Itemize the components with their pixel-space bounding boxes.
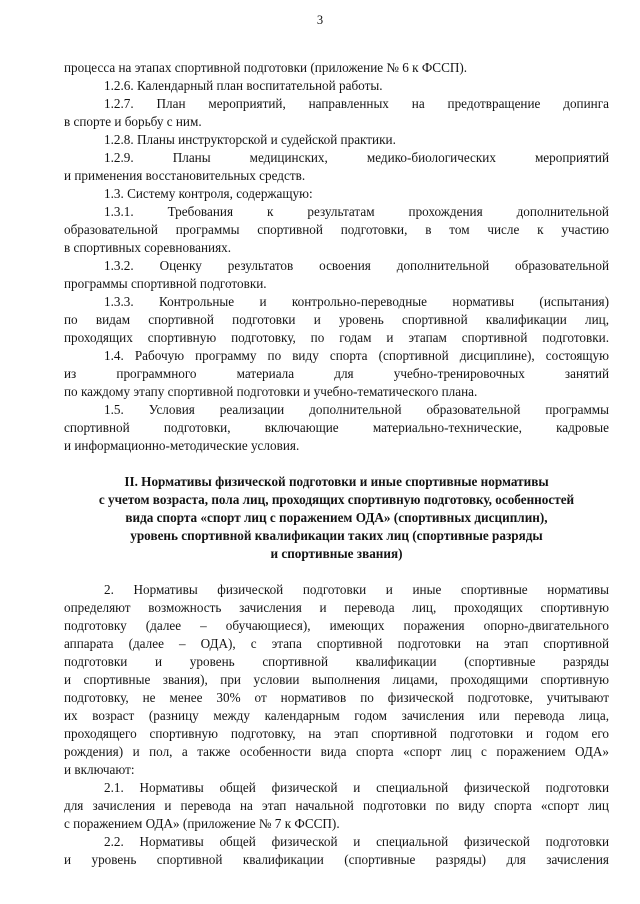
section-heading-line: II. Нормативы физической подготовки и иные спортивные нормативы <box>124 474 549 489</box>
paragraph-2-line: подготовку (далее – обучающиеся), имеющих поражения опорно-двигательного <box>64 618 609 633</box>
paragraph-line: по каждому этапу спортивной подготовки и учебно-тематического плана. <box>64 384 478 399</box>
paragraph-line: программы спортивной подготовки. <box>64 276 267 291</box>
paragraph-2-line: рождения) и пол, а также особенности вида спорта «спорт лиц с поражением ОДА» <box>64 744 609 759</box>
list-item-1-4: 1.4. Рабочую программу по виду спорта (спортивной дисциплине), состоящую <box>104 348 609 363</box>
paragraph-2-line: подготовки и уровень спортивной квалификации (спортивные разряды <box>64 654 609 669</box>
list-item-1-3-2: 1.3.2. Оценку результатов освоения дополнительной образовательной <box>104 258 609 273</box>
paragraph-line: образовательной программы спортивной подготовки, в том числе к участию <box>64 222 609 237</box>
paragraph-line: в спортивных соревнованиях. <box>64 240 232 255</box>
list-item-1-2-8: 1.2.8. Планы инструкторской и судейской практики. <box>104 132 396 147</box>
list-item-1-5: 1.5. Условия реализации дополнительной образовательной программы <box>104 402 609 417</box>
page-number: 3 <box>316 13 324 27</box>
list-item-1-3-1: 1.3.1. Требования к результатам прохождения дополнительной <box>104 204 609 219</box>
paragraph-2-2-line: и уровень спортивной квалификации (спортивные разряды) для зачисления <box>64 852 609 867</box>
paragraph-2-1-line: для зачисления и перевода на этап начальной подготовки по виду спорта «спорт лиц <box>64 798 609 813</box>
section-heading-line: и спортивные звания) <box>270 546 403 561</box>
list-item-1-3-3: 1.3.3. Контрольные и контрольно-переводные нормативы (испытания) <box>104 294 609 309</box>
paragraph-2-line: подготовку, не менее 30% от нормативов по физической подготовке, учитывают <box>64 690 609 705</box>
paragraph-2-line: и спортивные звания), при условии выполнения лицами, проходящими спортивную <box>64 672 609 687</box>
list-item-1-2-7: 1.2.7. План мероприятий, направленных на предотвращение допинга <box>104 96 609 111</box>
paragraph-2-line: определяют возможность зачисления и перевода лиц, проходящих спортивную <box>64 600 609 615</box>
paragraph-2-1-line: с поражением ОДА» (приложение № 7 к ФССП). <box>64 816 340 831</box>
paragraph-line: проходящих спортивную подготовку, по годам и этапам спортивной подготовки. <box>64 330 609 345</box>
paragraph-line: в спорте и борьбу с ним. <box>64 114 202 129</box>
section-heading-line: вида спорта «спорт лиц с поражением ОДА» (спортивных дисциплин), <box>125 510 548 525</box>
paragraph-line: и применения восстановительных средств. <box>64 168 306 183</box>
list-item-1-2-9: 1.2.9. Планы медицинских, медико-биологических мероприятий <box>104 150 609 165</box>
paragraph-2-line: их возраст (разницу между календарным годом зачисления или перевода лица, <box>64 708 609 723</box>
paragraph-line: по видам спортивной подготовки и уровень спортивной квалификации лиц, <box>64 312 609 327</box>
paragraph-2-line: проходящего спортивную подготовку, на этап спортивной подготовки и годом его <box>64 726 609 741</box>
section-heading-line: уровень спортивной квалификации таких лиц (спортивные разряды <box>130 528 543 543</box>
section-heading-line: с учетом возраста, пола лиц, проходящих спортивную подготовку, особенностей <box>98 492 575 507</box>
list-item-2-1: 2.1. Нормативы общей физической и специальной физической подготовки <box>104 780 609 795</box>
list-item-2-2: 2.2. Нормативы общей физической и специальной физической подготовки <box>104 834 609 849</box>
paragraph-line: процесса на этапах спортивной подготовки (приложение № 6 к ФССП). <box>64 60 468 75</box>
paragraph-line: и информационно-методические условия. <box>64 438 300 453</box>
list-item-1-2-6: 1.2.6. Календарный план воспитательной работы. <box>104 78 383 93</box>
paragraph-2-line: и включают: <box>64 762 135 777</box>
paragraph-2-line: 2. Нормативы физической подготовки и иные спортивные нормативы <box>104 582 609 597</box>
paragraph-line: спортивной подготовки, включающие материально-технические, кадровые <box>64 420 609 435</box>
paragraph-2-line: аппарата (далее – ОДА), с этапа спортивной подготовки на этап спортивной <box>64 636 609 651</box>
list-item-1-3: 1.3. Систему контроля, содержащую: <box>104 186 313 201</box>
paragraph-line: из программного материала для учебно-тренировочных занятий <box>64 366 609 381</box>
